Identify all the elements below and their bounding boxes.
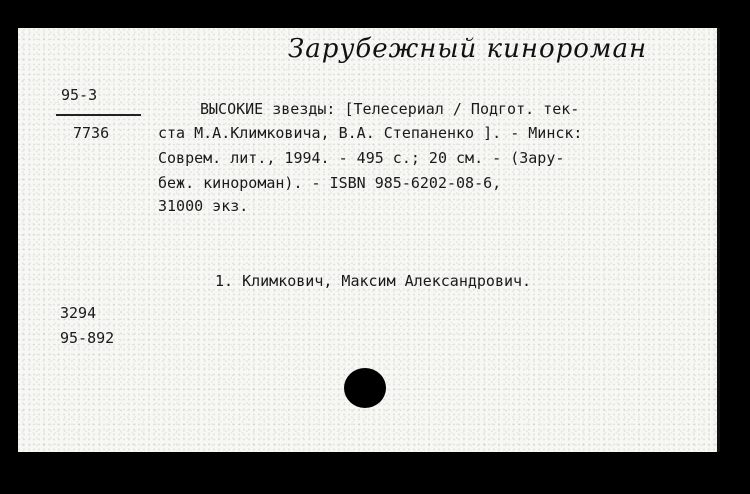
call-number-divider xyxy=(56,114,141,116)
description-line-3: Соврем. лит., 1994. - 495 с.; 20 см. - (Зару- xyxy=(158,149,565,167)
description-line-1: ВЫСОКИЕ звезды: [Телесериал / Подгот. тек- xyxy=(200,100,580,118)
call-number-top: 95-3 xyxy=(61,86,98,104)
catalog-card xyxy=(18,28,720,452)
footer-number-1: 3294 xyxy=(60,304,97,322)
footer-number-2: 95-892 xyxy=(60,329,115,347)
punch-hole xyxy=(344,368,386,408)
description-line-4: беж. кинороман). - ISBN 985-6202-08-6, xyxy=(158,174,502,192)
added-entry: 1. Климкович, Максим Александрович. xyxy=(215,272,532,290)
handwritten-heading: Зарубежный кинороман xyxy=(288,34,648,64)
card-edge-shadow xyxy=(717,28,720,452)
description-line-5: 31000 экз. xyxy=(158,197,249,215)
call-number-second: 7736 xyxy=(73,124,110,142)
description-line-2: ста М.А.Климковича, В.А. Степаненко ]. - Минск: xyxy=(158,124,583,142)
